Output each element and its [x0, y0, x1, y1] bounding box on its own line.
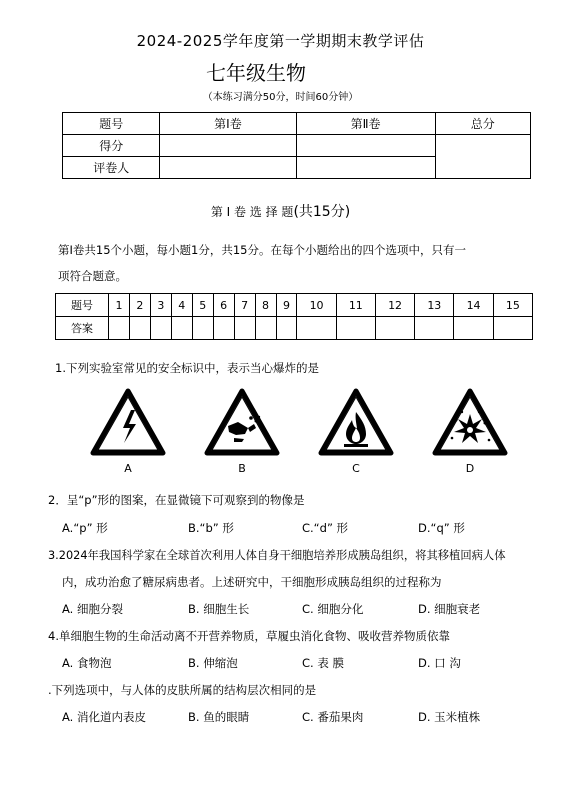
answer-cell[interactable] [375, 317, 414, 340]
table-row [56, 294, 533, 317]
answer-cell[interactable] [276, 317, 297, 340]
total-score-cell[interactable] [435, 135, 530, 179]
answer-cell[interactable] [171, 317, 192, 340]
question-5-option-c[interactable]: C. 番茄果肉 [302, 710, 364, 724]
section-intro [58, 237, 536, 289]
sign-label-d: D [465, 462, 475, 475]
answer-cell[interactable] [129, 317, 150, 340]
question-5-option-b[interactable]: B. 鱼的眼睛 [188, 710, 250, 724]
subject-title: 七年级生物 [206, 61, 306, 85]
question-number: 14 [454, 294, 493, 317]
section-title-text: 第 Ⅰ 卷 选 择 题 [210, 205, 294, 219]
question-2-option-d[interactable]: D.“q” 形 [418, 521, 465, 535]
intro-line: 第Ⅰ卷共15个小题，每小题1分，共15分。在每个小题给出的四个选项中，只有一 [58, 243, 466, 257]
score-table [62, 112, 531, 179]
score-header-number: 题号 [63, 113, 160, 135]
question-number: 8 [255, 294, 276, 317]
answer-cell[interactable] [454, 317, 493, 340]
question-number: 11 [336, 294, 375, 317]
question-3-stem-line2: 内，成功治愈了糖尿病患者。上述研究中，干细胞形成胰岛组织的过程称为 [62, 575, 442, 589]
question-5-option-d[interactable]: D. 玉米植株 [418, 710, 481, 724]
sign-label-c: C [352, 462, 360, 475]
intro-line: 项符合题意。 [58, 269, 127, 283]
question-3-option-d[interactable]: D. 细胞衰老 [418, 602, 481, 616]
question-4-option-b[interactable]: B. 伸缩泡 [188, 656, 238, 670]
answer-cell[interactable] [150, 317, 171, 340]
question-number: 7 [234, 294, 255, 317]
question-5-stem: .下列选项中，与人体的皮肤所属的结构层次相同的是 [48, 683, 317, 697]
grader-row-label: 评卷人 [63, 157, 160, 179]
answer-cell[interactable] [415, 317, 454, 340]
electric-shock-icon [90, 388, 166, 456]
question-4-stem: 4.单细胞生物的生命活动离不开营养物质，草履虫消化食物、吸收营养物质依靠 [48, 629, 450, 643]
question-3-option-a[interactable]: A. 细胞分裂 [62, 602, 123, 616]
question-number: 3 [150, 294, 171, 317]
exam-title: 2024-2025学年度第一学期期末教学评估 [136, 32, 425, 50]
exam-note: （本练习满分50分，时间60分钟） [202, 92, 359, 103]
question-number: 10 [297, 294, 336, 317]
answer-row-label: 答案 [56, 317, 109, 340]
answer-table [55, 293, 533, 340]
score-row-label: 得分 [63, 135, 160, 157]
question-3-stem-line1: 3.2024年我国科学家在全球首次利用人体自身干细胞培养形成胰岛组织，将其移植回病人体 [48, 549, 506, 562]
answer-header-label: 题号 [56, 294, 109, 317]
answer-cell[interactable] [255, 317, 276, 340]
score-header-part1: 第Ⅰ卷 [160, 113, 296, 135]
question-number: 6 [213, 294, 234, 317]
section-title [0, 201, 561, 221]
question-number: 15 [493, 294, 532, 317]
question-3-option-c[interactable]: C. 细胞分化 [302, 602, 364, 616]
grader-cell[interactable] [296, 157, 435, 179]
sign-label-b: B [238, 462, 246, 475]
score-cell[interactable] [160, 135, 296, 157]
question-number: 12 [375, 294, 414, 317]
score-cell[interactable] [296, 135, 435, 157]
score-header-total: 总分 [435, 113, 530, 135]
table-row [63, 135, 531, 157]
question-5-option-a[interactable]: A. 消化道内表皮 [62, 710, 146, 724]
question-number: 9 [276, 294, 297, 317]
section-points: (共15分) [293, 204, 351, 220]
question-4-option-c[interactable]: C. 表 膜 [302, 656, 344, 670]
question-2-stem: 2．呈“p”形的图案，在显微镜下可观察到的物像是 [48, 493, 305, 507]
question-2-option-c[interactable]: C.“d” 形 [302, 521, 349, 535]
table-row [63, 113, 531, 135]
answer-cell[interactable] [213, 317, 234, 340]
grader-cell[interactable] [160, 157, 296, 179]
table-row [56, 317, 533, 340]
question-3-option-b[interactable]: B. 细胞生长 [188, 602, 250, 616]
question-number: 2 [129, 294, 150, 317]
answer-cell[interactable] [493, 317, 532, 340]
answer-cell[interactable] [234, 317, 255, 340]
question-2-option-b[interactable]: B.“b” 形 [188, 521, 234, 535]
answer-cell[interactable] [336, 317, 375, 340]
explosion-icon [432, 388, 508, 456]
sign-label-a: A [124, 462, 132, 475]
answer-cell[interactable] [109, 317, 130, 340]
question-number: 1 [109, 294, 130, 317]
question-number: 5 [192, 294, 213, 317]
question-4-option-d[interactable]: D. 口 沟 [418, 656, 461, 670]
score-header-part2: 第Ⅱ卷 [296, 113, 435, 135]
question-4-option-a[interactable]: A. 食物泡 [62, 656, 112, 670]
answer-cell[interactable] [192, 317, 213, 340]
question-1-stem: 1.下列实验室常见的安全标识中，表示当心爆炸的是 [55, 361, 319, 375]
question-number: 4 [171, 294, 192, 317]
question-2-option-a[interactable]: A.“p” 形 [62, 521, 108, 535]
answer-cell[interactable] [297, 317, 336, 340]
corrosive-icon [204, 388, 280, 456]
question-number: 13 [415, 294, 454, 317]
flammable-icon [318, 388, 394, 456]
